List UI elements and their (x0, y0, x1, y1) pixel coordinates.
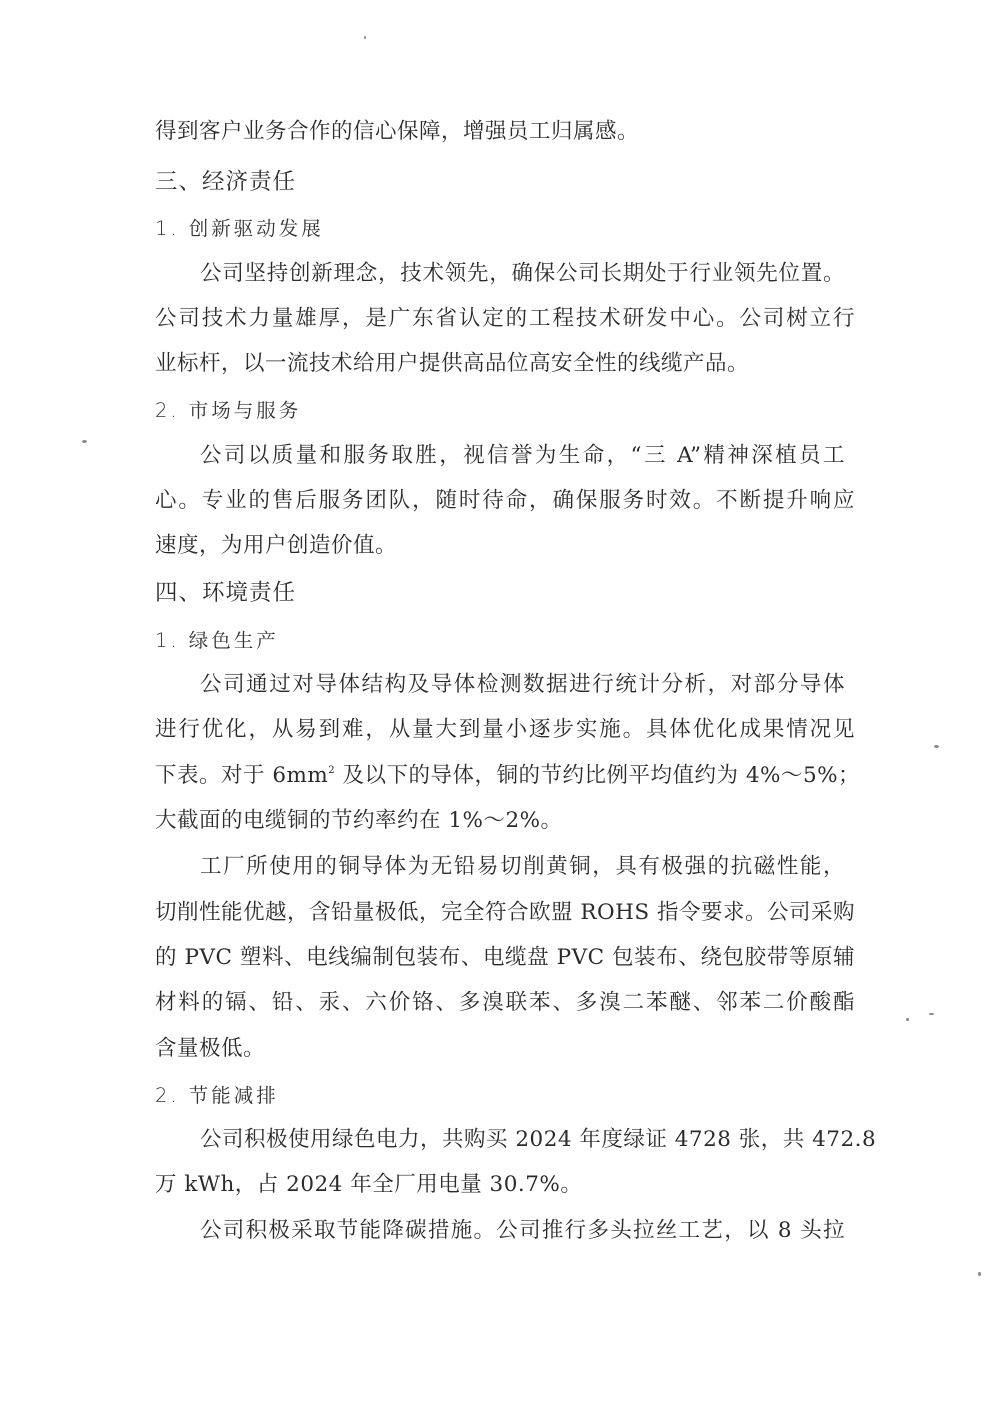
scan-speck (929, 1013, 934, 1015)
paragraph-line: 大截面的电缆铜的节约率约在 1%～2%。 (155, 808, 563, 833)
paragraph-line: 公司通过对导体结构及导体检测数据进行统计分析，对部分导体 (200, 672, 845, 697)
paragraph-line: 含量极低。 (155, 1036, 266, 1061)
paragraph-line: 公司积极使用绿色电力，共购买 2024 年度绿证 4728 张，共 472.8 (200, 1127, 877, 1152)
paragraph-line: 公司以质量和服务取胜，视信誉为生命，“三 A”精神深植员工 (200, 443, 845, 468)
scan-speck (978, 1272, 981, 1276)
text-fragment: 下表。对于 6mm (155, 763, 329, 788)
scan-speck (82, 440, 87, 443)
section-heading-economic: 三、经济责任 (155, 169, 297, 195)
paragraph-line: 业标杆，以一流技术给用户提供高品位高安全性的线缆产品。 (155, 351, 750, 376)
paragraph-line: 材料的镉、铅、汞、六价铬、多溴联苯、多溴二苯醚、邻苯二价酸酯 (155, 990, 855, 1015)
scan-speck (364, 36, 366, 39)
subheading-innovation: 1. 创新驱动发展 (155, 217, 324, 240)
paragraph-line: 公司技术力量雄厚，是广东省认定的工程技术研发中心。公司树立行 (155, 306, 855, 331)
paragraph-line: 切削性能优越，含铅量极低，完全符合欧盟 ROHS 指令要求。公司采购 (155, 900, 855, 925)
paragraph-line: 公司积极采取节能降碳措施。公司推行多头拉丝工艺，以 8 头拉 (200, 1218, 845, 1243)
superscript: 2 (328, 765, 336, 776)
paragraph-line: 速度，为用户创造价值。 (155, 533, 398, 558)
paragraph-line: 的 PVC 塑料、电线编制包装布、电缆盘 PVC 包装布、绕包胶带等原辅 (155, 945, 855, 970)
paragraph-line: 心。专业的售后服务团队，随时待命，确保服务时效。不断提升响应 (155, 488, 855, 513)
scan-speck (934, 745, 939, 748)
section-heading-environment: 四、环境责任 (155, 580, 297, 606)
paragraph-line: 工厂所使用的铜导体为无铅易切削黄铜，具有极强的抗磁性能， (200, 854, 845, 879)
subheading-market-service: 2. 市场与服务 (155, 399, 302, 422)
paragraph-line: 进行优化，从易到难，从量大到量小逐步实施。具体优化成果情况见 (155, 717, 855, 742)
text-fragment: 及以下的导体，铜的节约比例平均值约为 4%～5%； (335, 763, 861, 788)
paragraph-line: 公司坚持创新理念，技术领先，确保公司长期处于行业领先位置。 (200, 261, 845, 286)
subheading-green-production: 1. 绿色生产 (155, 629, 279, 652)
paragraph-line: 万 kWh，占 2024 年全厂用电量 30.7%。 (155, 1172, 583, 1197)
paragraph-line-with-superscript (155, 761, 861, 791)
subheading-energy-saving: 2. 节能减排 (155, 1084, 279, 1107)
scan-speck (906, 1018, 909, 1021)
paragraph-line: 得到客户业务合作的信心保障，增强员工归属感。 (155, 119, 640, 144)
